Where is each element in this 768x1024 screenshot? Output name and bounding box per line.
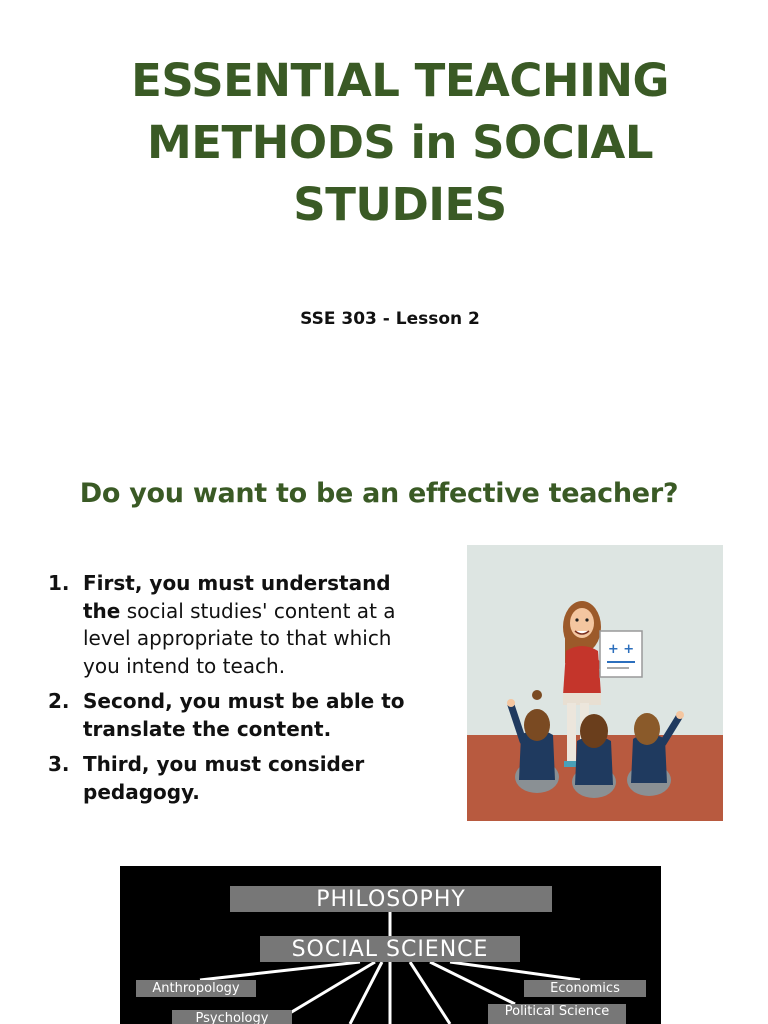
economics-box: Economics — [524, 980, 646, 997]
slide-title — [90, 50, 710, 236]
psychology-box: Psychology — [172, 1010, 292, 1024]
title-line-3: STUDIES — [293, 178, 507, 231]
slide-subtitle: SSE 303 - Lesson 2 — [300, 309, 480, 329]
item-bold-text: First, you must understand the — [83, 571, 391, 623]
list-item — [48, 688, 428, 743]
list-item — [48, 751, 428, 806]
item-bold-text: Second, you must be able to translate the content. — [83, 689, 405, 741]
social-science-box: SOCIAL SCIENCE — [260, 936, 520, 962]
requirements-list — [48, 570, 428, 814]
item-number: 1. — [48, 571, 70, 595]
political-science-box: Political Science — [488, 1004, 626, 1024]
item-text: social studies' content at a level appropriate to that which you intend to teach. — [83, 598, 396, 678]
item-number: 3. — [48, 752, 70, 776]
title-line-1: ESSENTIAL TEACHING — [131, 54, 669, 107]
list-item — [48, 570, 428, 680]
teacher-with-students-icon — [467, 545, 723, 821]
philosophy-box: PHILOSOPHY — [230, 886, 552, 912]
title-line-2: METHODS in SOCIAL — [146, 116, 654, 169]
board-text: + + — [607, 642, 635, 657]
slide-question: Do you want to be an effective teacher? — [79, 478, 679, 509]
item-number: 2. — [48, 689, 70, 713]
anthropology-box: Anthropology — [136, 980, 256, 997]
item-bold-text: Third, you must consider pedagogy. — [83, 752, 365, 804]
teacher-illustration — [467, 545, 723, 821]
discipline-diagram — [120, 866, 661, 1024]
